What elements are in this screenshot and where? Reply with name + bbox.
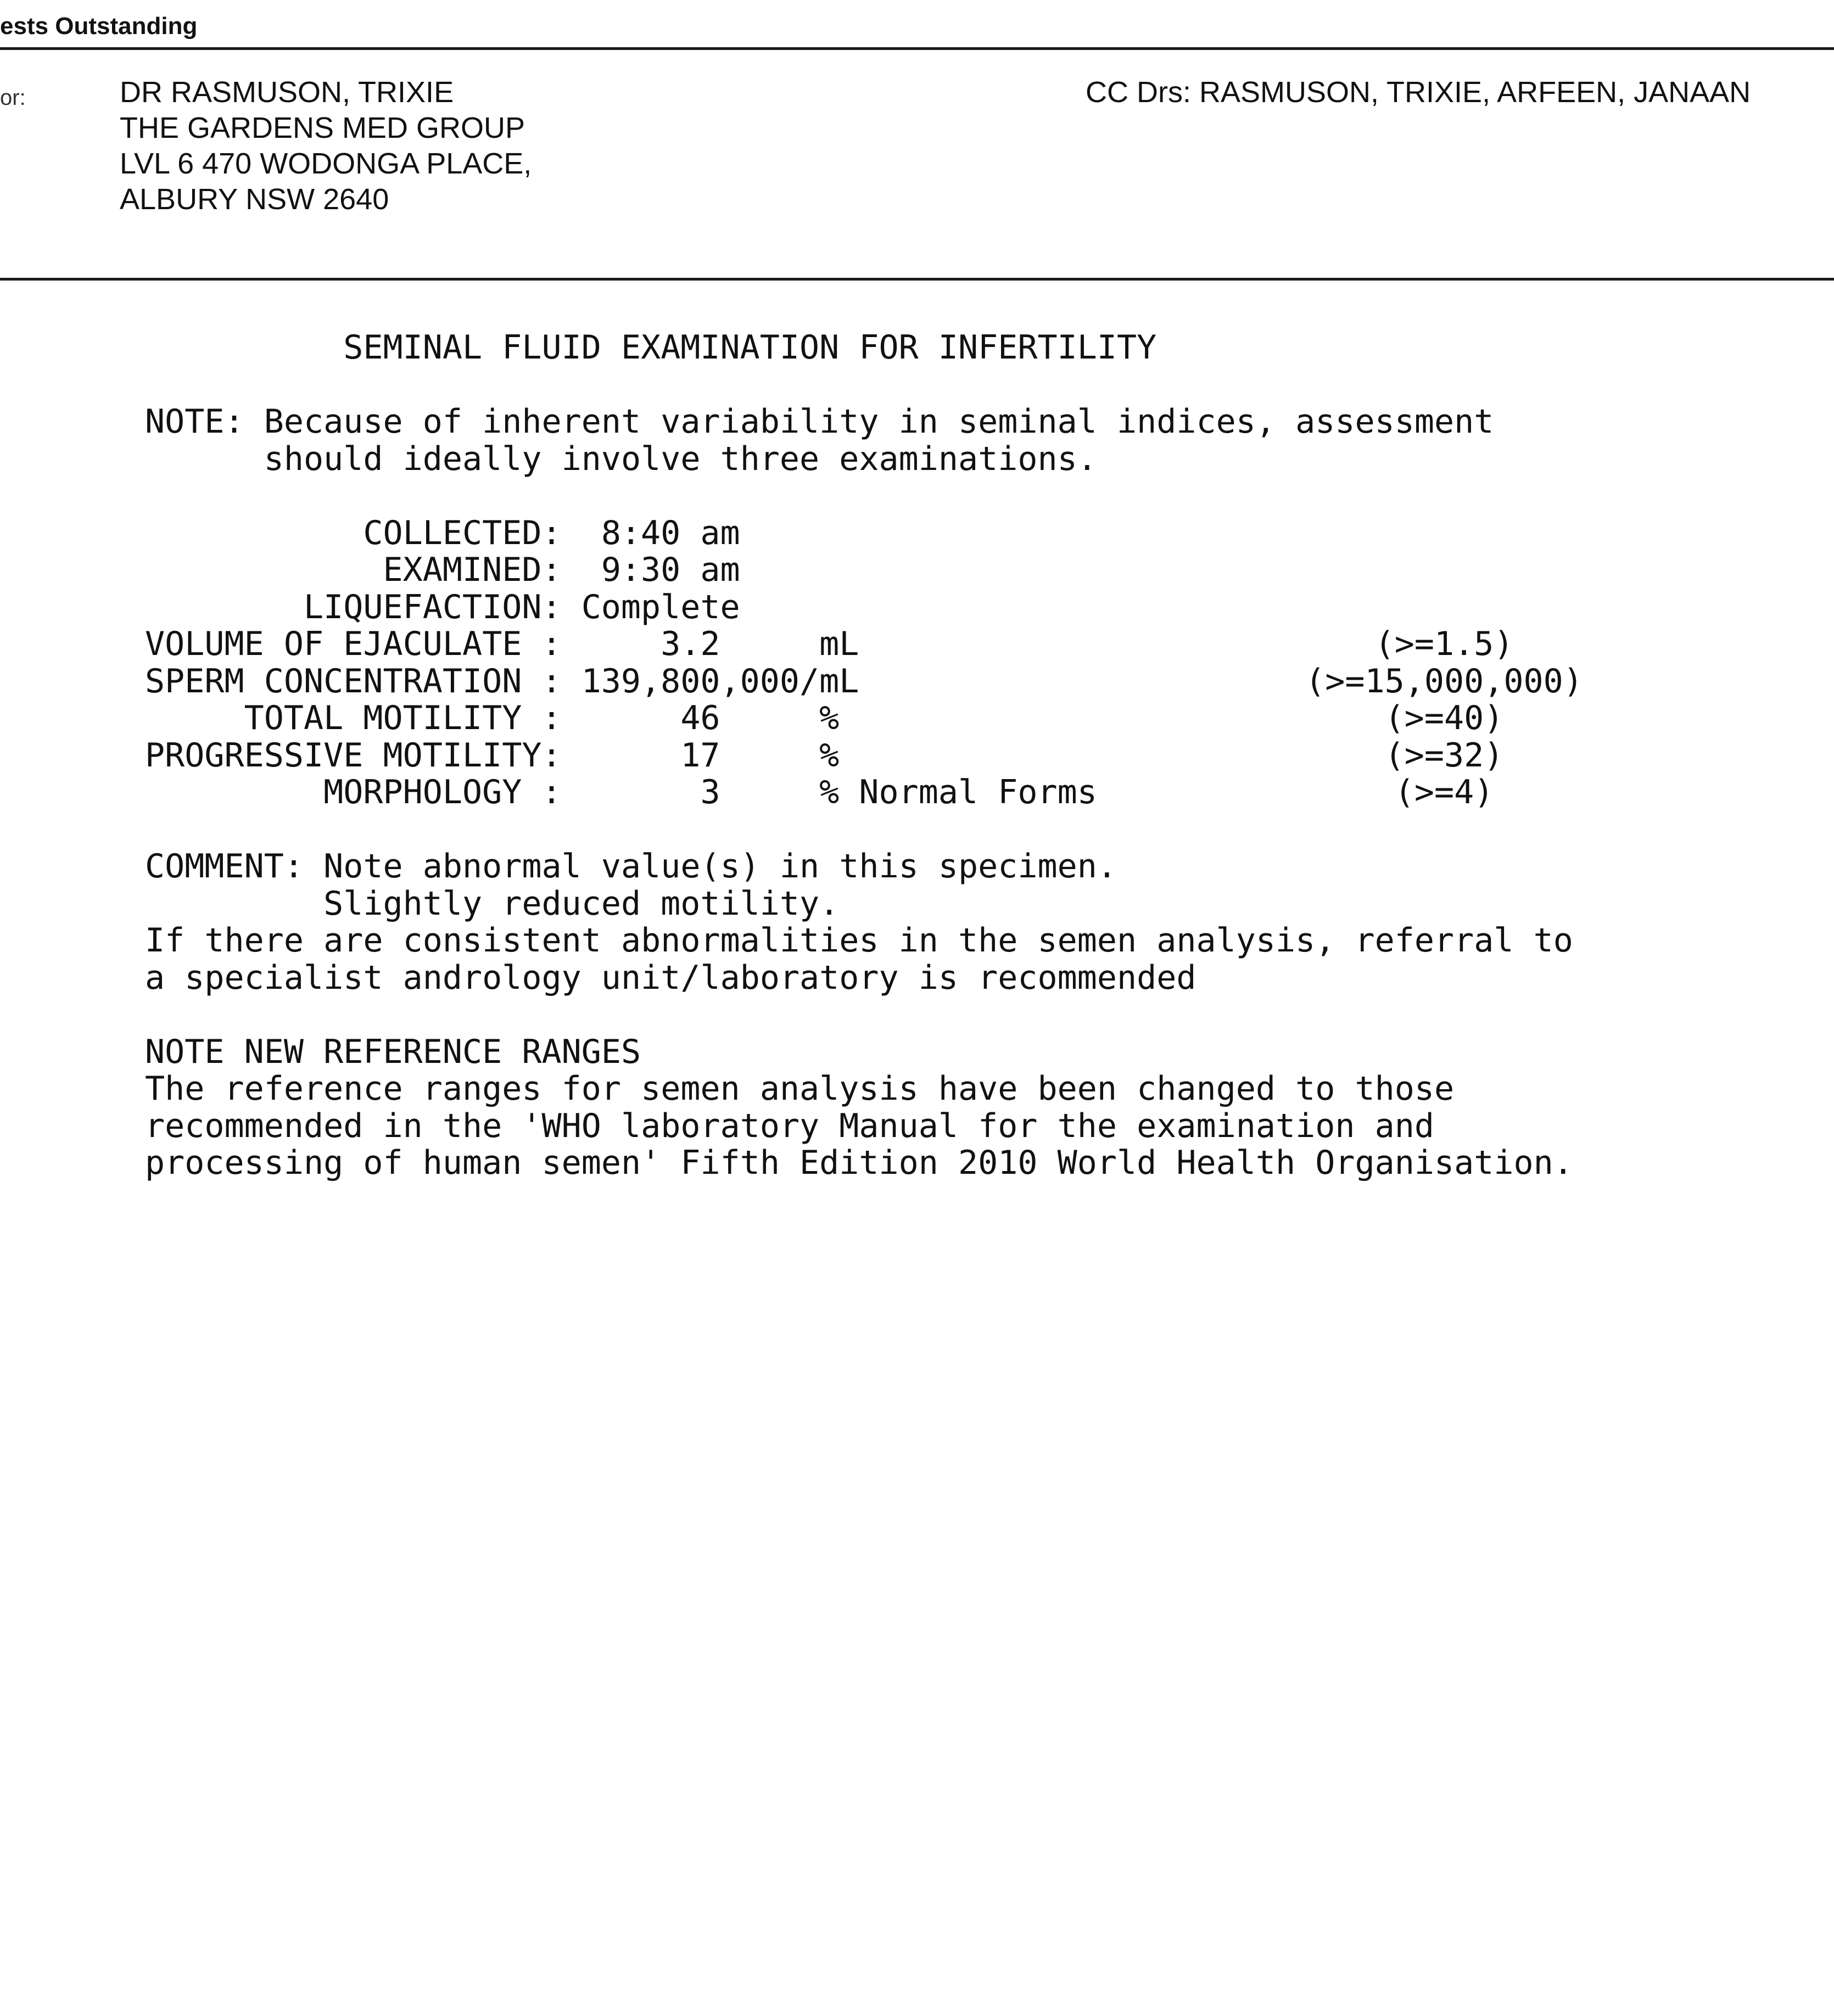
reference-ranges-line-3: processing of human semen' Fifth Edition 2010 World Health Organisation. bbox=[145, 1144, 1573, 1182]
examined-value: 9:30 am bbox=[601, 551, 740, 589]
report-body bbox=[145, 329, 1593, 1182]
reference-ranges-heading: NOTE NEW REFERENCE RANGES bbox=[145, 1032, 641, 1071]
comment-line-1: COMMENT: Note abnormal value(s) in this specimen. bbox=[145, 847, 1117, 886]
top-divider bbox=[0, 47, 1834, 50]
bottom-divider bbox=[0, 278, 1834, 281]
result-value: 139,800,000/mL bbox=[581, 662, 859, 701]
result-label: PROGRESSIVE MOTILITY: bbox=[145, 736, 562, 775]
result-unit: % bbox=[819, 736, 840, 775]
result-unit: mL bbox=[819, 625, 859, 663]
result-label: SPERM CONCENTRATION : bbox=[145, 662, 562, 701]
result-label: TOTAL MOTILITY : bbox=[244, 699, 562, 737]
comment-line-4: a specialist andrology unit/laboratory is recommended bbox=[145, 958, 1196, 997]
result-row-progressive-motility bbox=[145, 737, 1593, 775]
doctor-practice: THE GARDENS MED GROUP bbox=[120, 111, 525, 144]
comment-line-3: If there are consistent abnormalities in the semen analysis, referral to bbox=[145, 921, 1573, 960]
examined-label: EXAMINED: bbox=[383, 551, 562, 589]
note-line-2: should ideally involve three examinations. bbox=[264, 439, 1097, 478]
liquefaction-label: LIQUEFACTION: bbox=[303, 587, 562, 626]
result-label: MORPHOLOGY : bbox=[323, 773, 562, 811]
comment-line-2: Slightly reduced motility. bbox=[323, 884, 840, 923]
cc-doctors: CC Drs: RASMUSON, TRIXIE, ARFEEN, JANAAN bbox=[1086, 76, 1751, 109]
doctor-address-line2: ALBURY NSW 2640 bbox=[120, 183, 389, 216]
reference-ranges-line-2: recommended in the 'WHO laboratory Manual for the examination and bbox=[145, 1106, 1434, 1145]
liquefaction-value: Complete bbox=[581, 587, 740, 626]
doctor-address-line1: LVL 6 470 WODONGA PLACE, bbox=[120, 147, 532, 180]
note-line-2-row bbox=[145, 441, 1593, 478]
result-row-volume bbox=[145, 626, 1593, 663]
result-unit: % bbox=[819, 699, 840, 737]
result-unit: % Normal Forms bbox=[819, 773, 1097, 811]
result-reference: (>=15,000,000) bbox=[1305, 662, 1583, 701]
result-value: 3 bbox=[700, 773, 720, 811]
result-reference: (>=32) bbox=[1384, 736, 1504, 775]
requesting-doctor-block bbox=[120, 75, 532, 217]
collected-row bbox=[145, 515, 1593, 552]
report-title-line bbox=[145, 329, 1593, 367]
report-title: SEMINAL FLUID EXAMINATION FOR INFERTILITY bbox=[343, 328, 1157, 367]
reference-ranges-line-1: The reference ranges for semen analysis have been changed to those bbox=[145, 1069, 1455, 1108]
result-row-morphology bbox=[145, 774, 1593, 811]
result-value: 17 bbox=[680, 736, 720, 775]
note-line-1: NOTE: Because of inherent variability in seminal indices, assessment bbox=[145, 402, 1494, 441]
collected-label: COLLECTED: bbox=[363, 513, 562, 552]
result-row-concentration bbox=[145, 663, 1593, 701]
liquefaction-row bbox=[145, 589, 1593, 626]
result-reference: (>=4) bbox=[1394, 773, 1494, 811]
result-value: 3.2 bbox=[661, 625, 720, 663]
comment-line-2-row bbox=[145, 886, 1593, 923]
result-row-total-motility bbox=[145, 700, 1593, 737]
section-header-title: ests Outstanding bbox=[0, 13, 198, 40]
doctor-label: or: bbox=[0, 86, 26, 110]
result-reference: (>=1.5) bbox=[1374, 625, 1514, 663]
doctor-name: DR RASMUSON, TRIXIE bbox=[120, 76, 454, 109]
collected-value: 8:40 am bbox=[601, 513, 740, 552]
result-label: VOLUME OF EJACULATE : bbox=[145, 625, 562, 663]
examined-row bbox=[145, 552, 1593, 589]
result-reference: (>=40) bbox=[1384, 699, 1504, 737]
result-value: 46 bbox=[680, 699, 720, 737]
